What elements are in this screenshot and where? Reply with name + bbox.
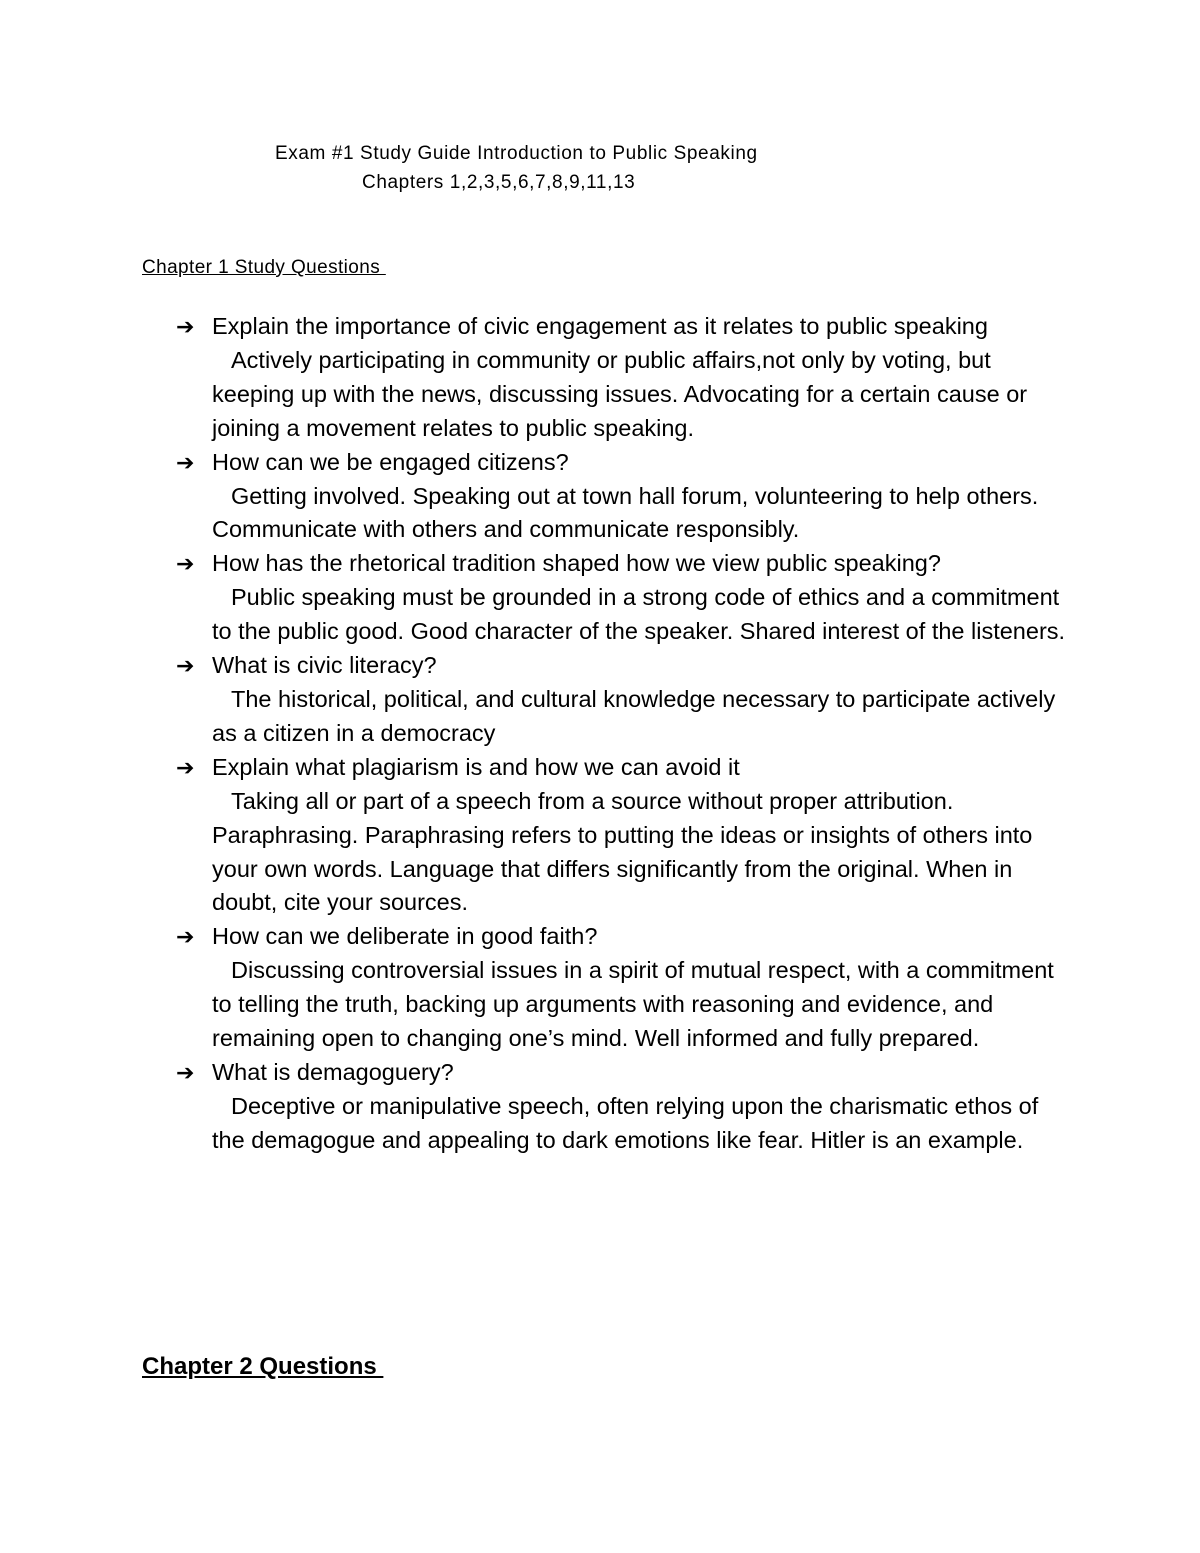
- question-text: What is demagoguery?: [212, 1058, 454, 1085]
- list-item: [142, 920, 1072, 1056]
- question-text: How can we be engaged citizens?: [212, 448, 569, 475]
- answer-text: Deceptive or manipulative speech, often relying upon the charismatic ethos of the demagogue and appealing to dark emotions like fear. Hitler is an example.: [212, 1092, 1039, 1153]
- answer-text: Taking all or part of a speech from a source without proper attribution. Paraphrasing. Paraphrasing refers to putting the ideas or insights of others into your own words. Language that differs significantly from the original. When in doubt, cite your sources.: [212, 787, 1033, 916]
- list-item: [142, 1056, 1072, 1158]
- list-item: [142, 751, 1072, 921]
- chapter-1-heading: Chapter 1 Study Questions: [142, 257, 386, 278]
- question-text: Explain what plagiarism is and how we can avoid it: [212, 753, 740, 780]
- chapter-2-heading: Chapter 2 Questions: [142, 1353, 384, 1380]
- answer-text: Public speaking must be grounded in a strong code of ethics and a commitment to the public good. Good character of the speaker. Shared interest of the listeners.: [212, 584, 1066, 645]
- arrow-bullet-icon: ➔: [176, 551, 195, 577]
- arrow-bullet-icon: ➔: [176, 449, 195, 475]
- answer-text: Discussing controversial issues in a spirit of mutual respect, with a commitment to telling the truth, backing up arguments with reasoning and evidence, and remaining open to changing one’s mind. Well informed and fully prepared.: [212, 957, 1054, 1052]
- answer-text: Actively participating in community or public affairs,not only by voting, but keeping up with the news, discussing issues. Advocating for a certain cause or joining a movement relates to public speaking.: [212, 346, 1028, 441]
- question-text: How has the rhetorical tradition shaped how we view public speaking?: [212, 550, 941, 577]
- answer-text: Getting involved. Speaking out at town hall forum, volunteering to help others. Communicate with others and communicate responsibly.: [212, 482, 1039, 543]
- question-text: Explain the importance of civic engagement as it relates to public speaking: [212, 313, 988, 339]
- arrow-bullet-icon: ➔: [176, 754, 195, 780]
- answer-text: The historical, political, and cultural knowledge necessary to participate actively as a citizen in a democracy: [212, 685, 1056, 746]
- chapter-1-question-list: [142, 310, 1072, 1158]
- list-item: [142, 446, 1072, 548]
- list-item: [142, 649, 1072, 751]
- document-title: Exam #1 Study Guide Introduction to Public Speaking: [275, 143, 758, 164]
- document-subtitle-chapters: Chapters 1,2,3,5,6,7,8,9,11,13: [362, 172, 636, 193]
- arrow-bullet-icon: ➔: [176, 653, 195, 679]
- list-item: [142, 547, 1072, 649]
- question-text: What is civic literacy?: [212, 652, 437, 679]
- arrow-bullet-icon: ➔: [176, 924, 195, 950]
- list-item: [142, 310, 1072, 446]
- arrow-bullet-icon: ➔: [176, 314, 195, 339]
- question-text: How can we deliberate in good faith?: [212, 923, 598, 950]
- arrow-bullet-icon: ➔: [176, 1059, 195, 1085]
